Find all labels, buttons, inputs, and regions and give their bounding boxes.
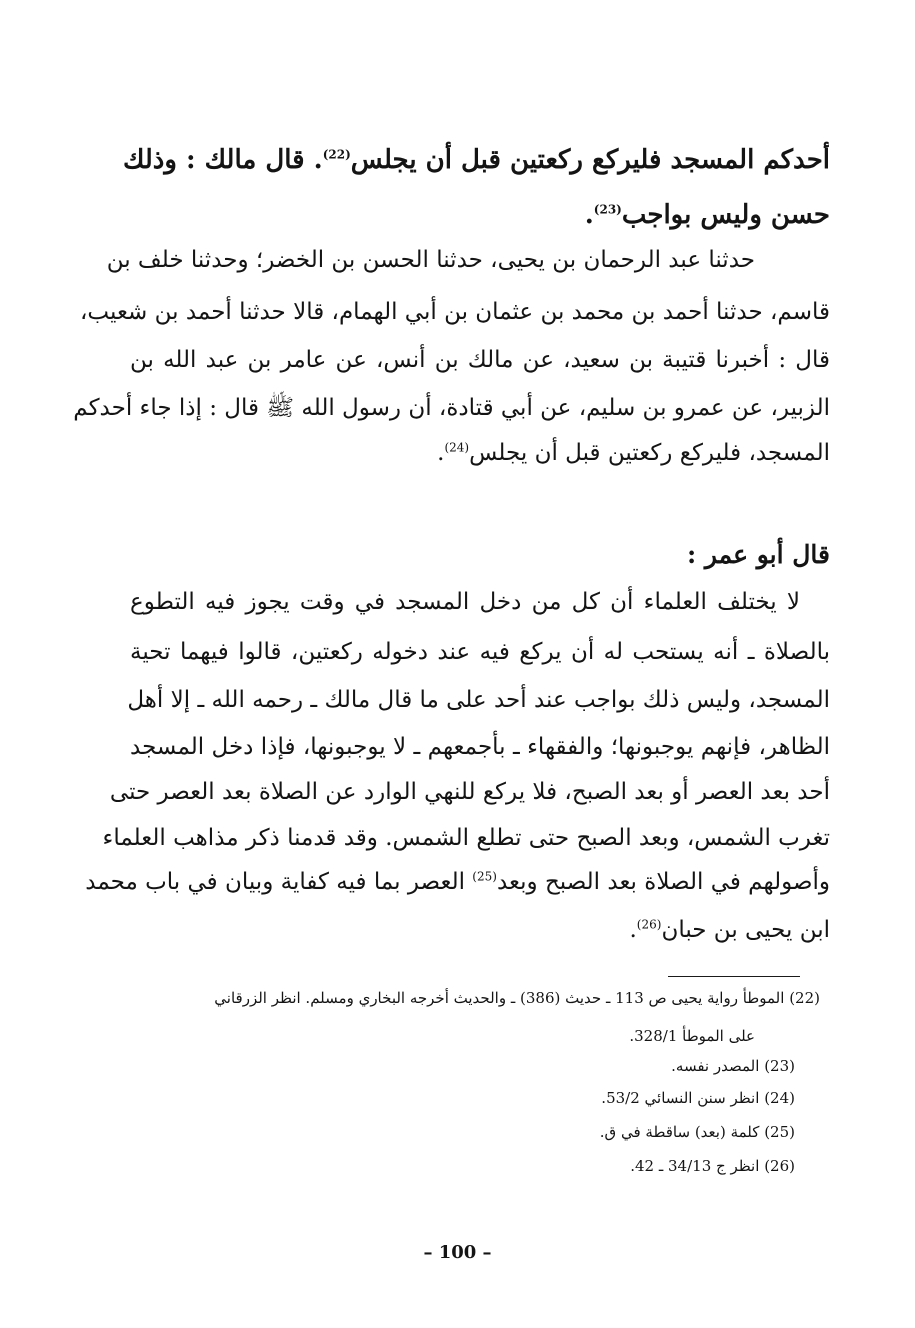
commentary-line-3: المسجد، وليس ذلك بواجب عند أحد على ما قال مالك ـ رحمه الله ـ إلا أهل [127, 687, 830, 713]
footnote-ref-23[interactable]: (23) [593, 202, 622, 217]
footnote-text: كلمة (بعد) ساقطة في ق. [599, 1123, 760, 1141]
commentary-line-2: بالصلاة ـ أنه يستحب له أن يركع فيه عند دخوله ركعتين، قالوا فيهما تحية [130, 639, 830, 665]
text-segment: العصر بما فيه كفاية وبيان في باب محمد [85, 869, 473, 895]
text-segment: أحدكم المسجد فليركع ركعتين قبل أن يجلس [350, 145, 830, 175]
text-segment: . [584, 200, 594, 230]
page-number: – 100 – [423, 1242, 492, 1263]
commentary-line-4: الظاهر، فإنهم يوجبونها؛ والفقهاء ـ بأجمعهم ـ لا يوجبونها، فإذا دخل المسجد [130, 734, 830, 760]
footnote-22 [120, 984, 820, 1012]
isnad-line-4: الزبير، عن عمرو بن سليم، عن أبي قتادة، أن رسول الله ﷺ قال : إذا جاء أحدكم [73, 395, 830, 421]
text-segment: . [437, 440, 445, 466]
text-segment: حسن وليس بواجب [621, 200, 830, 230]
section-heading: قال أبو عمر : [686, 540, 830, 569]
text-segment: ابن يحيى بن حبان [661, 917, 830, 943]
footnote-number: (25) [764, 1123, 795, 1141]
footnote-separator [668, 976, 800, 977]
footnote-26 [395, 1152, 795, 1180]
footnote-number: (26) [764, 1157, 795, 1175]
footnote-ref-26[interactable]: (26) [636, 917, 662, 932]
footnote-text: انظر سنن النسائي 53/2. [601, 1089, 760, 1107]
footnote-ref-25[interactable]: (25) [472, 869, 497, 884]
footnote-ref-22[interactable]: (22) [322, 147, 351, 162]
top-paragraph-line-1 [122, 140, 830, 180]
footnote-25 [395, 1118, 795, 1146]
commentary-line-8 [130, 910, 830, 950]
footnote-text: انظر ج 34/13 ـ 42. [630, 1157, 760, 1175]
footnote-23 [395, 1052, 795, 1080]
footnote-22-continued [355, 1022, 755, 1050]
isnad-line-2: قاسم، حدثنا أحمد بن محمد بن عثمان بن أبي الهمام، قالا حدثنا أحمد بن شعيب، [80, 299, 830, 325]
text-segment: . قال مالك : وذلك [122, 145, 323, 175]
isnad-line-5 [130, 433, 830, 473]
text-segment: . [629, 917, 637, 943]
footnote-number: (22) [789, 989, 820, 1007]
footnote-text: على الموطأ 328/1. [629, 1027, 755, 1045]
commentary-line-5: أحد بعد العصر أو بعد الصبح، فلا يركع للنهي الوارد عن الصلاة بعد العصر حتى [109, 779, 830, 805]
isnad-line-3: قال : أخبرنا قتيبة بن سعيد، عن مالك بن أنس، عن عامر بن عبد الله بن [130, 347, 830, 373]
top-paragraph-line-2 [130, 195, 830, 235]
commentary-line-1: لا يختلف العلماء أن كل من دخل المسجد في وقت يجوز فيه التطوع [130, 589, 800, 615]
commentary-line-7 [85, 862, 830, 902]
footnote-number: (23) [764, 1057, 795, 1075]
text-segment: وأصولهم في الصلاة بعد الصبح وبعد [496, 869, 830, 895]
footnote-24 [395, 1084, 795, 1112]
commentary-line-6: تغرب الشمس، وبعد الصبح حتى تطلع الشمس. وقد قدمنا ذكر مذاهب العلماء [102, 825, 830, 851]
isnad-line-1: حدثنا عبد الرحمان بن يحيى، حدثنا الحسن بن الخضر؛ وحدثنا خلف بن [106, 247, 755, 273]
footnote-ref-24[interactable]: (24) [444, 440, 470, 455]
footnote-text: الموطأ رواية يحيى ص 113 ـ حديث (386) ـ والحديث أخرجه البخاري ومسلم. انظر الزرقاني [214, 989, 785, 1007]
footnote-number: (24) [764, 1089, 795, 1107]
footnote-text: المصدر نفسه. [671, 1057, 760, 1075]
text-segment: المسجد، فليركع ركعتين قبل أن يجلس [469, 440, 830, 466]
